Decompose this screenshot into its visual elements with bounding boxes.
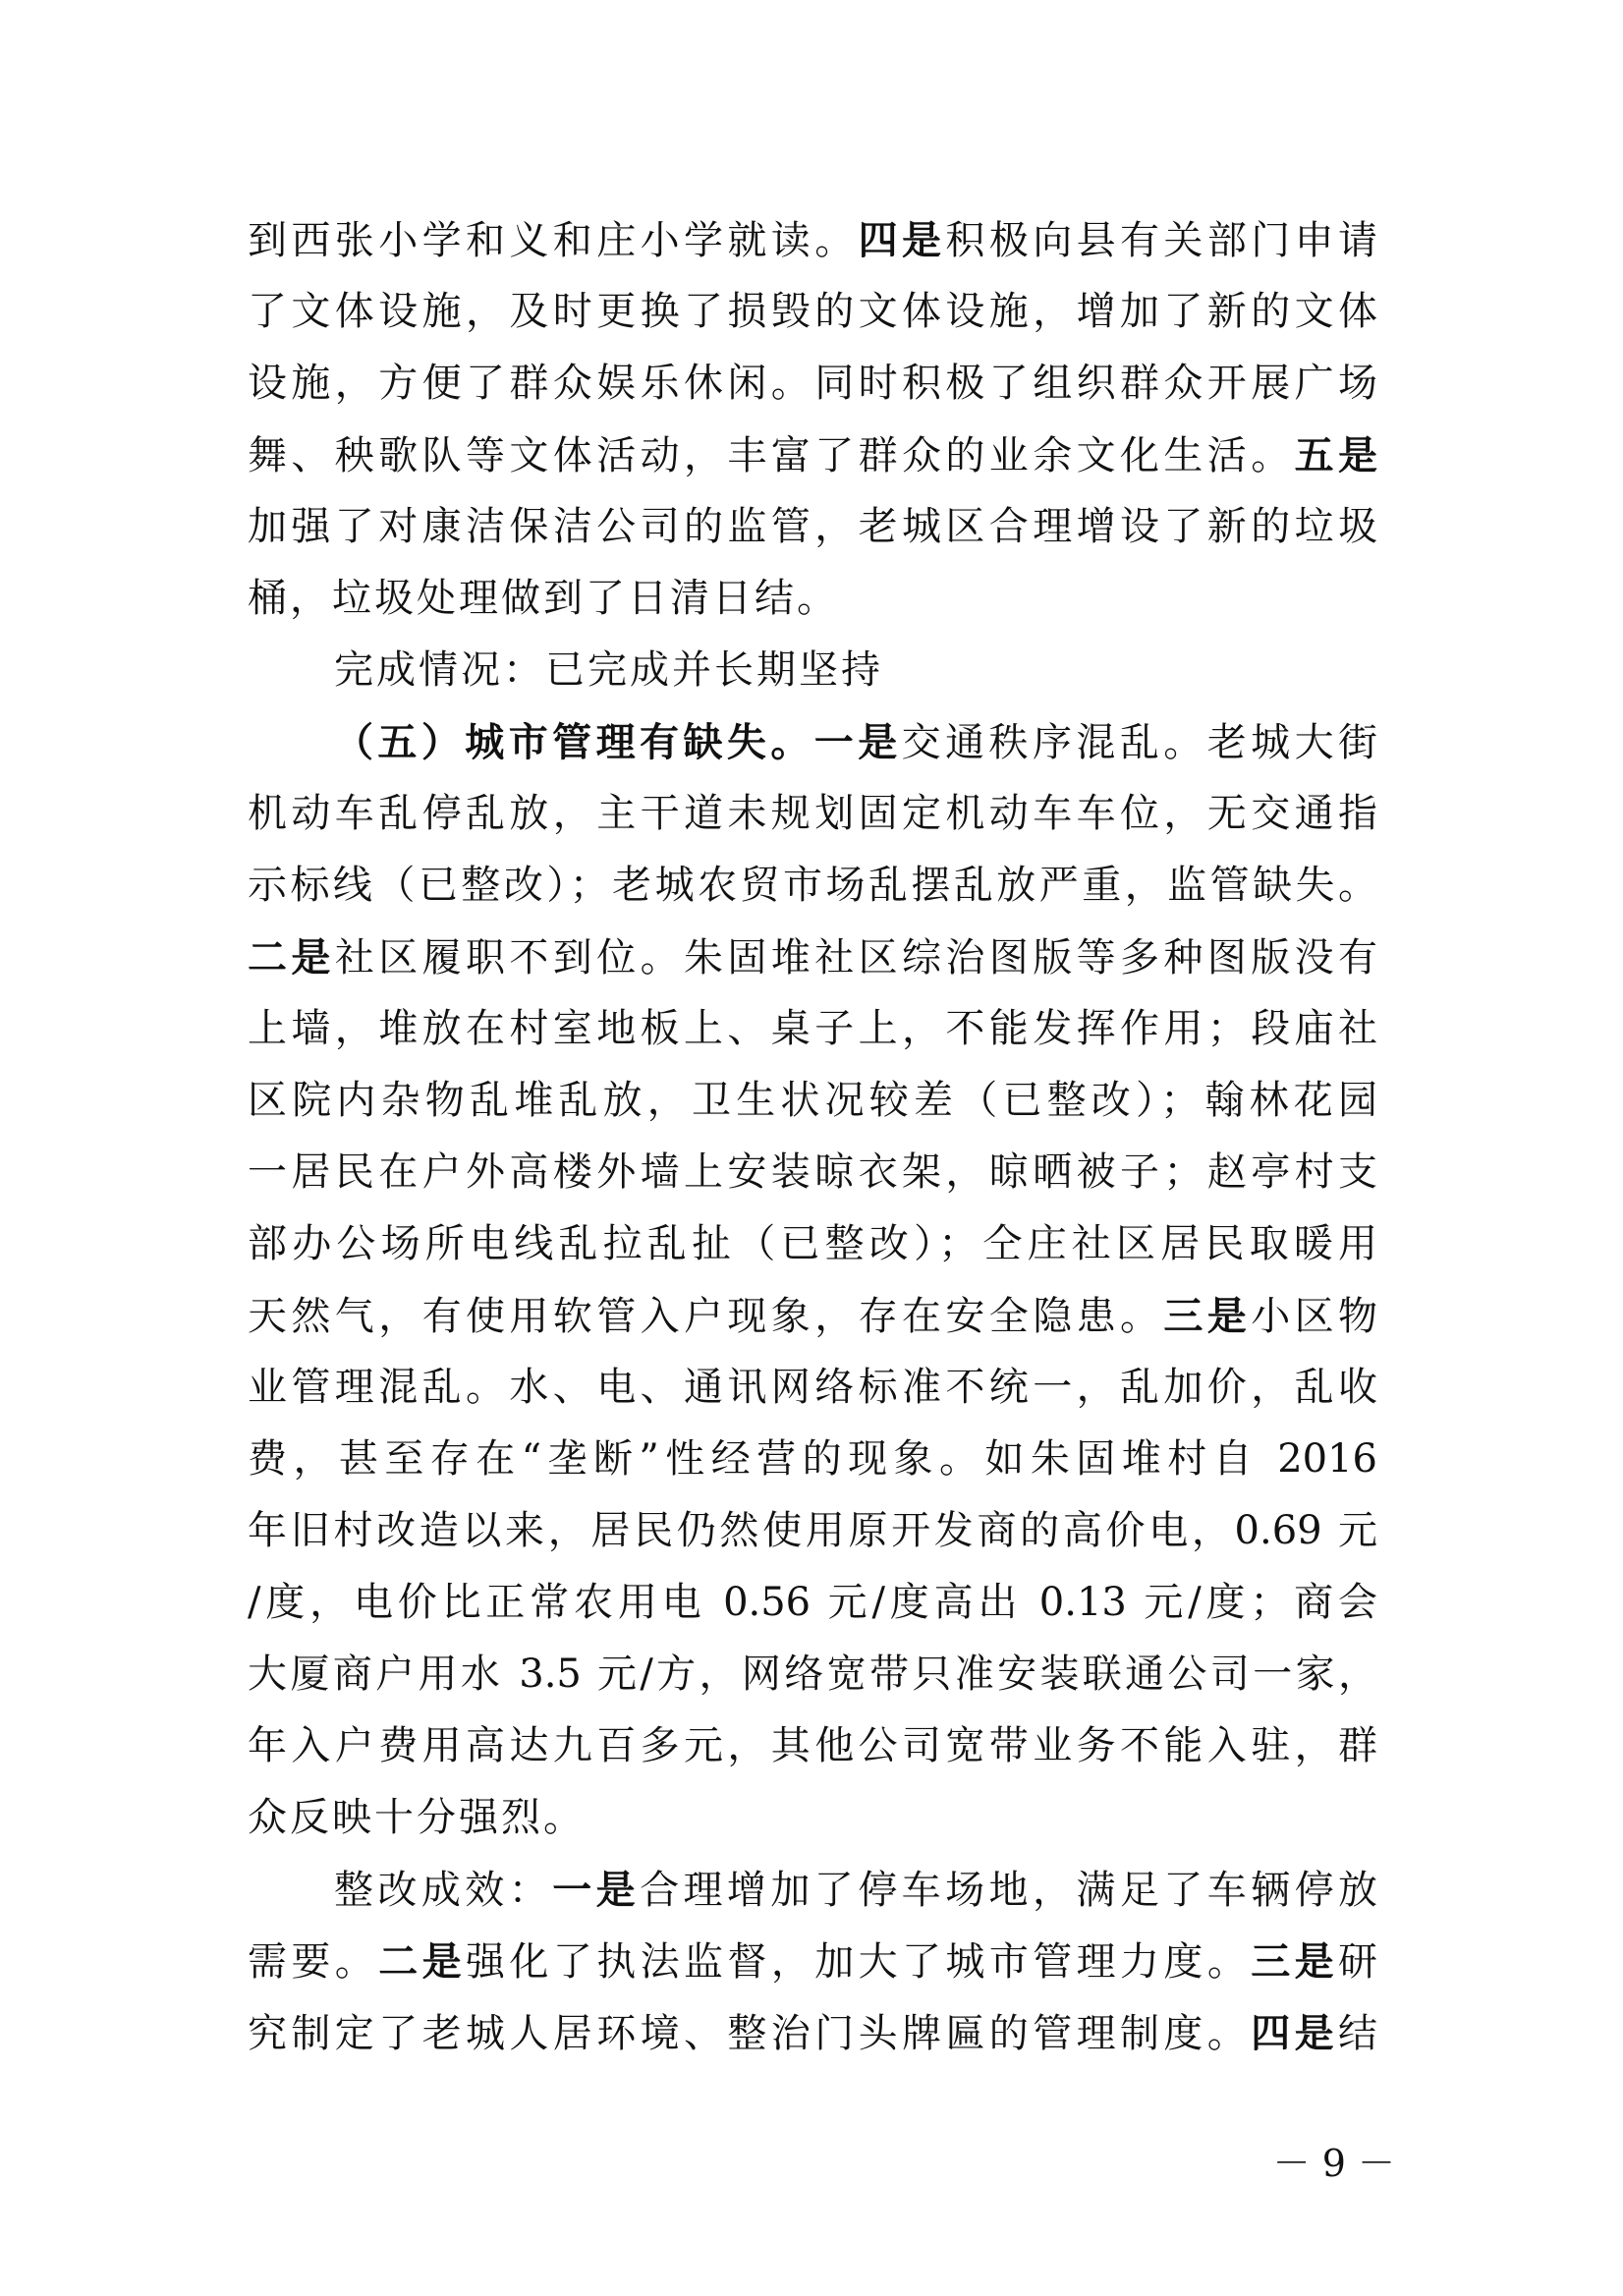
- text-line: [248, 1137, 1377, 1208]
- bold-keyword: 四是: [1251, 2010, 1339, 2056]
- text-line: [248, 563, 1377, 635]
- text-segment: 大厦商户用水 3.5 元/方，网络宽带只准安装联通公司一家，: [248, 1652, 1377, 1697]
- text-line: [248, 1567, 1377, 1639]
- bold-keyword: 三是: [1251, 1938, 1339, 1985]
- text-line: [248, 348, 1377, 420]
- text-line: [248, 276, 1377, 348]
- bold-keyword: （五）城市管理有缺失。一是: [334, 719, 902, 765]
- text-segment: 部办公场所电线乱拉乱扯（已整改）；仝庄社区居民取暖用: [248, 1221, 1377, 1266]
- text-line: [248, 491, 1377, 563]
- text-segment: 业管理混乱。水、电、通讯网络标准不统一，乱加价，乱收: [248, 1365, 1377, 1410]
- text-segment: 整改成效：: [334, 1868, 553, 1913]
- text-segment: 需要。: [248, 1939, 379, 1985]
- text-line: [248, 1424, 1377, 1495]
- text-line: [248, 420, 1377, 491]
- text-segment: /度，电价比正常农用电 0.56 元/度高出 0.13 元/度；商会: [248, 1580, 1377, 1625]
- text-segment: 加强了对康洁保洁公司的监管，老城区合理增设了新的垃圾: [248, 504, 1377, 549]
- text-segment: 合理增加了停车场地，满足了车辆停放: [640, 1868, 1378, 1913]
- text-line: [248, 1926, 1377, 1997]
- text-line: [248, 778, 1377, 850]
- text-segment: 交通秩序混乱。老城大街: [901, 720, 1378, 765]
- text-segment: 到西张小学和义和庄小学就读。: [248, 218, 859, 263]
- text-segment: 费，甚至存在“垄断”性经营的现象。如朱固堆村自 2016: [248, 1436, 1377, 1482]
- page-number: － 9 －: [1272, 2142, 1395, 2185]
- bold-keyword: 五是: [1294, 432, 1378, 478]
- text-line: [248, 1280, 1377, 1352]
- text-line: [248, 635, 1377, 706]
- text-segment: 桶，垃圾处理做到了日清日结。: [248, 576, 839, 621]
- text-segment: 天然气，有使用软管入户现象，存在安全隐患。: [248, 1294, 1164, 1339]
- bold-keyword: 二是: [378, 1938, 467, 1985]
- text-segment: 上墙，堆放在村室地板上、桌子上，不能发挥作用；段庙社: [248, 1006, 1377, 1051]
- text-line: [248, 1639, 1377, 1710]
- text-line: [248, 993, 1377, 1065]
- text-segment: 小区物: [1251, 1294, 1378, 1339]
- text-line: [248, 922, 1377, 993]
- text-segment: 研: [1338, 1939, 1378, 1985]
- text-line: [248, 204, 1377, 276]
- text-line: [248, 850, 1377, 922]
- text-segment: 舞、秧歌队等文体活动，丰富了群众的业余文化生活。: [248, 433, 1295, 478]
- text-line: [248, 1854, 1377, 1926]
- text-segment: 了文体设施，及时更换了损毁的文体设施，增加了新的文体: [248, 289, 1377, 334]
- text-line: [248, 1997, 1377, 2069]
- text-segment: 积极向县有关部门申请: [945, 218, 1378, 263]
- text-segment: 完成情况：已完成并长期坚持: [334, 647, 883, 693]
- text-segment: 区院内杂物乱堆乱放，卫生状况较差（已整改）；翰林花园: [248, 1078, 1377, 1123]
- text-line: [248, 1495, 1377, 1567]
- text-segment: 示标线（已整改）；老城农贸市场乱摆乱放严重，监管缺失。: [248, 863, 1377, 908]
- text-segment: 设施，方便了群众娱乐休闲。同时积极了组织群众开展广场: [248, 361, 1377, 406]
- text-segment: 机动车乱停乱放，主干道未规划固定机动车车位，无交通指: [248, 791, 1377, 836]
- bold-keyword: 三是: [1163, 1293, 1252, 1339]
- text-line: [248, 1710, 1377, 1782]
- text-line: [248, 1782, 1377, 1854]
- text-segment: 结: [1338, 2011, 1378, 2056]
- text-line: [248, 1065, 1377, 1137]
- bold-keyword: 四是: [858, 217, 946, 263]
- text-line: [248, 1352, 1377, 1424]
- text-line: [248, 1208, 1377, 1280]
- text-segment: 一居民在户外高楼外墙上安装晾衣架，晾晒被子；赵亭村支: [248, 1149, 1377, 1195]
- text-segment: 社区履职不到位。朱固堆社区综治图版等多种图版没有: [334, 935, 1378, 980]
- text-segment: 究制定了老城人居环境、整治门头牌匾的管理制度。: [248, 2011, 1252, 2056]
- body-text: [248, 204, 1377, 2069]
- bold-keyword: 一是: [552, 1867, 641, 1913]
- text-segment: 众反映十分强烈。: [248, 1795, 586, 1840]
- bold-keyword: 二是: [248, 934, 335, 980]
- text-segment: 年旧村改造以来，居民仍然使用原开发商的高价电，0.69 元: [248, 1508, 1377, 1553]
- text-segment: 年入户费用高达九百多元，其他公司宽带业务不能入驻，群: [248, 1723, 1377, 1768]
- text-segment: 强化了执法监督，加大了城市管理力度。: [466, 1939, 1252, 1985]
- text-line: [248, 706, 1377, 778]
